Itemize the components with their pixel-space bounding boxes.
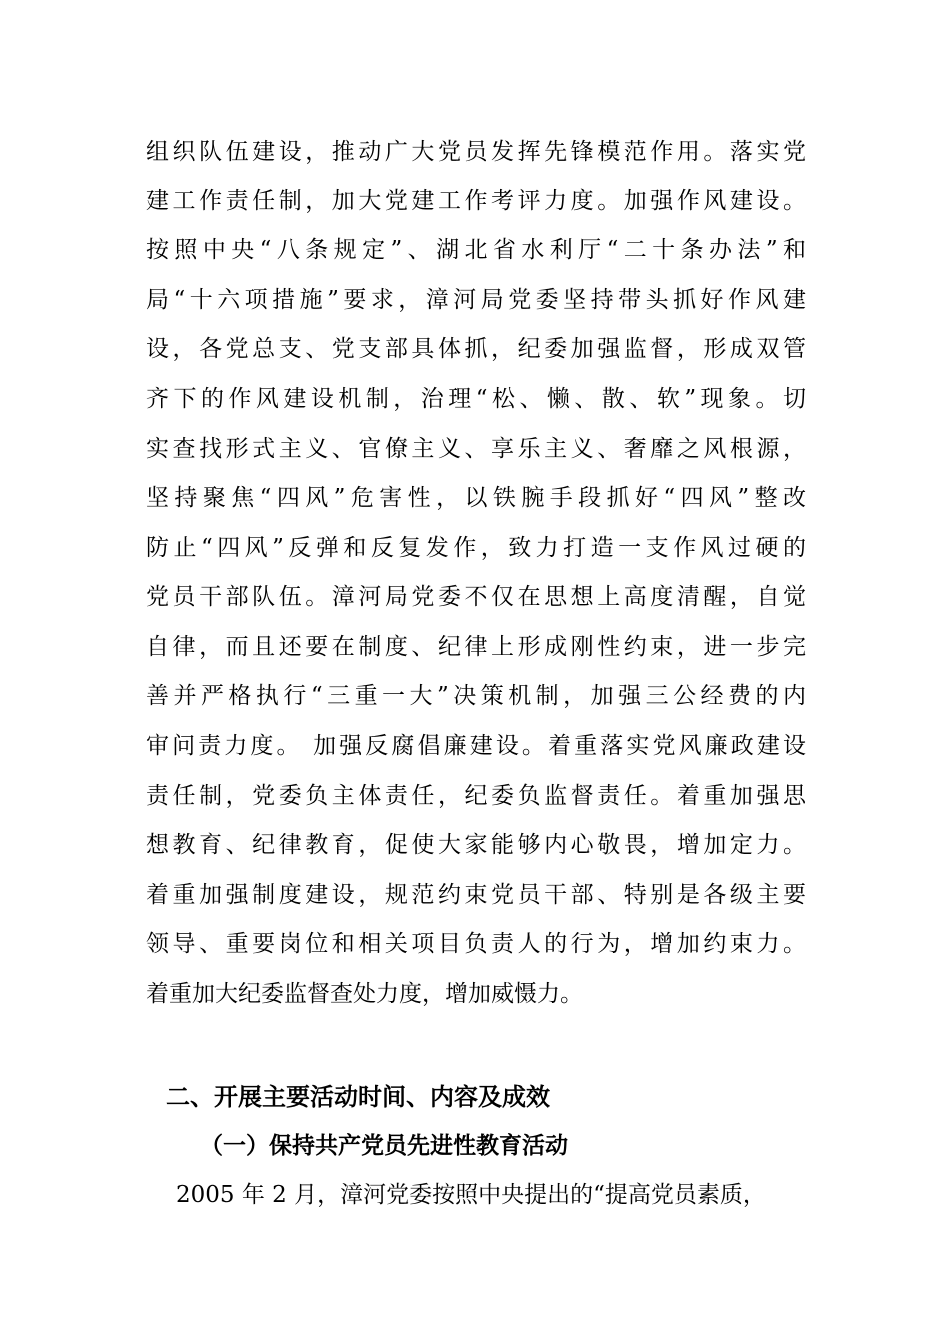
subsection-heading: （一）保持共产党员先进性教育活动: [200, 1132, 568, 1159]
body-line: 着重加强制度建设，规范约束党员干部、特别是各级主要: [146, 882, 806, 908]
body-line: 领导、重要岗位和相关项目负责人的行为，增加约束力。: [146, 931, 806, 957]
body-line: 善并严格执行“三重一大”决策机制，加强三公经费的内: [146, 683, 806, 709]
section-heading: 二、开展主要活动时间、内容及成效: [166, 1083, 550, 1111]
paragraph-start-line: 2005 年 2 月，漳河党委按照中央提出的“提高党员素质，: [176, 1182, 766, 1208]
body-line: 责任制，党委负主体责任，纪委负监督责任。着重加强思: [146, 783, 806, 809]
body-line: 想教育、纪律教育，促使大家能够内心敬畏，增加定力。: [146, 832, 806, 858]
body-line: 组织队伍建设，推动广大党员发挥先锋模范作用。落实党: [146, 139, 806, 165]
body-line: 党员干部队伍。漳河局党委不仅在思想上高度清醒，自觉: [146, 584, 806, 610]
body-line: 防止“四风”反弹和反复发作，致力打造一支作风过硬的: [146, 535, 806, 561]
body-line: 实查找形式主义、官僚主义、享乐主义、奢靡之风根源，: [146, 436, 806, 462]
body-line: 着重加大纪委监督查处力度，增加威慑力。: [146, 981, 583, 1007]
body-line: 坚持聚焦“四风”危害性，以铁腕手段抓好“四风”整改: [146, 485, 806, 511]
body-line: 按照中央“八条规定”、湖北省水利厅“二十条办法”和: [146, 237, 806, 263]
body-line: 局“十六项措施”要求，漳河局党委坚持带头抓好作风建: [146, 287, 806, 313]
body-line: 审问责力度。 加强反腐倡廉建设。着重落实党风廉政建设: [146, 733, 806, 759]
body-line: 建工作责任制，加大党建工作考评力度。加强作风建设。: [146, 188, 806, 214]
body-line: 设，各党总支、党支部具体抓，纪委加强监督，形成双管: [146, 336, 806, 362]
body-line: 齐下的作风建设机制，治理“松、懒、散、软”现象。切: [146, 386, 806, 412]
body-line: 自律，而且还要在制度、纪律上形成刚性约束，进一步完: [146, 634, 806, 660]
